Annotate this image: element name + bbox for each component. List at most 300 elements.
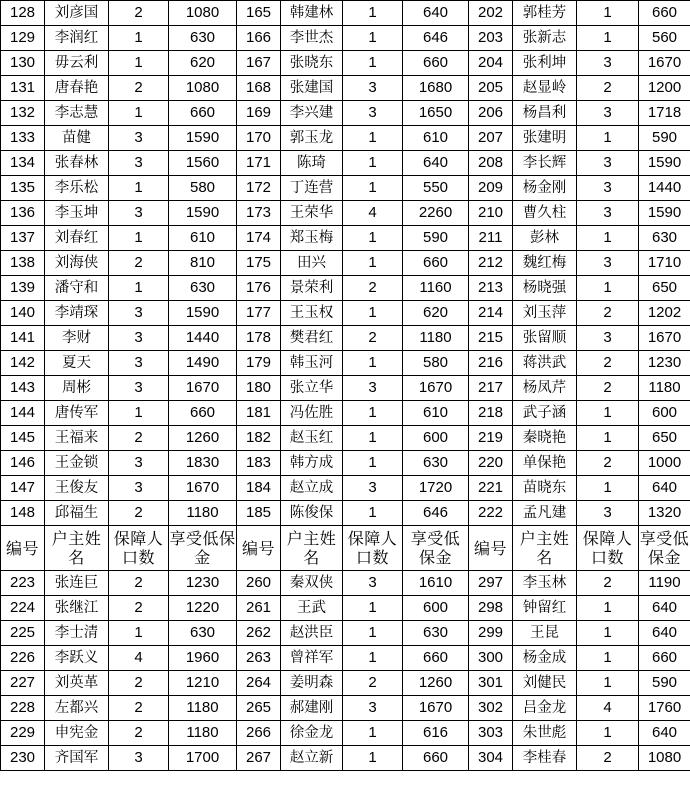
amount-cell: 1680 (403, 76, 469, 101)
table-row (1, 426, 690, 451)
amount-cell: 1230 (639, 351, 690, 376)
name-cell: 樊君红 (281, 326, 343, 351)
count-cell: 3 (577, 151, 639, 176)
id-cell: 211 (469, 226, 513, 251)
table-row (1, 646, 690, 671)
count-cell: 1 (343, 401, 403, 426)
id-cell: 166 (237, 26, 281, 51)
id-cell: 228 (1, 696, 45, 721)
count-cell: 1 (343, 351, 403, 376)
count-cell: 1 (109, 26, 169, 51)
id-cell: 300 (469, 646, 513, 671)
name-cell: 武子涵 (513, 401, 577, 426)
table-row (1, 201, 690, 226)
count-cell: 3 (343, 476, 403, 501)
name-cell: 钟留红 (513, 596, 577, 621)
count-cell: 1 (343, 301, 403, 326)
name-cell: 李志慧 (45, 101, 109, 126)
name-cell: 左都兴 (45, 696, 109, 721)
id-cell: 130 (1, 51, 45, 76)
name-cell: 李乐松 (45, 176, 109, 201)
amount-cell: 630 (639, 226, 690, 251)
amount-cell: 1180 (169, 721, 237, 746)
amount-cell: 1180 (639, 376, 690, 401)
id-cell: 171 (237, 151, 281, 176)
name-cell: 郭玉龙 (281, 126, 343, 151)
name-cell: 刘玉萍 (513, 301, 577, 326)
amount-cell: 1670 (639, 51, 690, 76)
amount-cell: 1230 (169, 571, 237, 596)
id-cell: 225 (1, 621, 45, 646)
table-row (1, 151, 690, 176)
name-cell: 唐传军 (45, 401, 109, 426)
name-cell: 王俊友 (45, 476, 109, 501)
id-cell: 265 (237, 696, 281, 721)
name-cell: 张连巨 (45, 571, 109, 596)
amount-cell: 1190 (639, 571, 690, 596)
column-header: 保障人口数 (343, 526, 403, 571)
id-cell: 213 (469, 276, 513, 301)
amount-cell: 1590 (639, 201, 690, 226)
name-cell: 吕金龙 (513, 696, 577, 721)
id-cell: 184 (237, 476, 281, 501)
count-cell: 3 (577, 501, 639, 526)
column-header: 享受低保金 (403, 526, 469, 571)
name-cell: 韩玉河 (281, 351, 343, 376)
id-cell: 217 (469, 376, 513, 401)
name-cell: 周彬 (45, 376, 109, 401)
column-header: 保障人口数 (577, 526, 639, 571)
id-cell: 181 (237, 401, 281, 426)
id-cell: 214 (469, 301, 513, 326)
id-cell: 170 (237, 126, 281, 151)
amount-cell: 650 (639, 426, 690, 451)
id-cell: 230 (1, 746, 45, 771)
amount-cell: 1220 (169, 596, 237, 621)
count-cell: 3 (109, 126, 169, 151)
id-cell: 174 (237, 226, 281, 251)
name-cell: 刘健民 (513, 671, 577, 696)
name-cell: 姜明森 (281, 671, 343, 696)
count-cell: 2 (577, 451, 639, 476)
name-cell: 邱福生 (45, 501, 109, 526)
id-cell: 223 (1, 571, 45, 596)
id-cell: 140 (1, 301, 45, 326)
id-cell: 302 (469, 696, 513, 721)
amount-cell: 600 (639, 401, 690, 426)
count-cell: 1 (343, 746, 403, 771)
name-cell: 丁连营 (281, 176, 343, 201)
id-cell: 226 (1, 646, 45, 671)
amount-cell: 660 (403, 251, 469, 276)
name-cell: 韩建林 (281, 1, 343, 26)
count-cell: 1 (343, 51, 403, 76)
name-cell: 刘海侠 (45, 251, 109, 276)
amount-cell: 616 (403, 721, 469, 746)
amount-cell: 1180 (403, 326, 469, 351)
amount-cell: 660 (403, 746, 469, 771)
id-cell: 207 (469, 126, 513, 151)
count-cell: 1 (577, 426, 639, 451)
name-cell: 赵玉红 (281, 426, 343, 451)
name-cell: 王玉权 (281, 301, 343, 326)
amount-cell: 1440 (169, 326, 237, 351)
count-cell: 3 (343, 101, 403, 126)
id-cell: 219 (469, 426, 513, 451)
amount-cell: 1760 (639, 696, 690, 721)
amount-cell: 660 (169, 401, 237, 426)
count-cell: 3 (577, 51, 639, 76)
count-cell: 2 (343, 326, 403, 351)
table-row (1, 126, 690, 151)
name-cell: 杨金刚 (513, 176, 577, 201)
id-cell: 298 (469, 596, 513, 621)
count-cell: 2 (109, 76, 169, 101)
amount-cell: 640 (639, 721, 690, 746)
table-row (1, 76, 690, 101)
table-row (1, 451, 690, 476)
id-cell: 141 (1, 326, 45, 351)
amount-cell: 1260 (403, 671, 469, 696)
id-cell: 218 (469, 401, 513, 426)
name-cell: 张春林 (45, 151, 109, 176)
count-cell: 3 (577, 201, 639, 226)
name-cell: 李兴建 (281, 101, 343, 126)
name-cell: 李靖琛 (45, 301, 109, 326)
amount-cell: 590 (403, 226, 469, 251)
name-cell: 夏天 (45, 351, 109, 376)
count-cell: 1 (343, 451, 403, 476)
name-cell: 张继江 (45, 596, 109, 621)
id-cell: 183 (237, 451, 281, 476)
amount-cell: 580 (403, 351, 469, 376)
id-cell: 229 (1, 721, 45, 746)
id-cell: 297 (469, 571, 513, 596)
name-cell: 王福来 (45, 426, 109, 451)
amount-cell: 1200 (639, 76, 690, 101)
name-cell: 唐春艳 (45, 76, 109, 101)
amount-cell: 630 (169, 26, 237, 51)
amount-cell: 640 (639, 596, 690, 621)
id-cell: 205 (469, 76, 513, 101)
name-cell: 张晓东 (281, 51, 343, 76)
id-cell: 129 (1, 26, 45, 51)
amount-cell: 560 (639, 26, 690, 51)
count-cell: 1 (577, 596, 639, 621)
count-cell: 4 (343, 201, 403, 226)
amount-cell: 1440 (639, 176, 690, 201)
amount-cell: 620 (403, 301, 469, 326)
name-cell: 刘彦国 (45, 1, 109, 26)
count-cell: 1 (109, 51, 169, 76)
id-cell: 175 (237, 251, 281, 276)
count-cell: 2 (577, 376, 639, 401)
count-cell: 1 (577, 621, 639, 646)
id-cell: 177 (237, 301, 281, 326)
amount-cell: 1670 (169, 476, 237, 501)
id-cell: 169 (237, 101, 281, 126)
id-cell: 168 (237, 76, 281, 101)
id-cell: 204 (469, 51, 513, 76)
id-cell: 215 (469, 326, 513, 351)
name-cell: 孟凡建 (513, 501, 577, 526)
id-cell: 260 (237, 571, 281, 596)
table-row (1, 326, 690, 351)
amount-cell: 1080 (169, 1, 237, 26)
count-cell: 2 (109, 501, 169, 526)
count-cell: 1 (577, 671, 639, 696)
count-cell: 1 (343, 621, 403, 646)
name-cell: 王荣华 (281, 201, 343, 226)
count-cell: 1 (109, 176, 169, 201)
count-cell: 3 (577, 326, 639, 351)
id-cell: 267 (237, 746, 281, 771)
amount-cell: 810 (169, 251, 237, 276)
amount-cell: 590 (639, 126, 690, 151)
count-cell: 2 (343, 276, 403, 301)
amount-cell: 1560 (169, 151, 237, 176)
amount-cell: 580 (169, 176, 237, 201)
id-cell: 182 (237, 426, 281, 451)
amount-cell: 590 (639, 671, 690, 696)
id-cell: 144 (1, 401, 45, 426)
count-cell: 2 (343, 671, 403, 696)
id-cell: 266 (237, 721, 281, 746)
name-cell: 张新志 (513, 26, 577, 51)
id-cell: 227 (1, 671, 45, 696)
name-cell: 赵立成 (281, 476, 343, 501)
name-cell: 张留顺 (513, 326, 577, 351)
count-cell: 1 (577, 476, 639, 501)
name-cell: 郭桂芳 (513, 1, 577, 26)
amount-cell: 1490 (169, 351, 237, 376)
count-cell: 1 (343, 176, 403, 201)
amount-cell: 1590 (639, 151, 690, 176)
count-cell: 2 (109, 721, 169, 746)
name-cell: 张建国 (281, 76, 343, 101)
name-cell: 李士清 (45, 621, 109, 646)
id-cell: 210 (469, 201, 513, 226)
count-cell: 2 (109, 1, 169, 26)
column-header: 保障人口数 (109, 526, 169, 571)
amount-cell: 1670 (169, 376, 237, 401)
column-header: 享受低保金 (639, 526, 690, 571)
count-cell: 1 (343, 26, 403, 51)
name-cell: 毋云利 (45, 51, 109, 76)
name-cell: 郝建刚 (281, 696, 343, 721)
id-cell: 132 (1, 101, 45, 126)
name-cell: 杨凤芹 (513, 376, 577, 401)
amount-cell: 1590 (169, 301, 237, 326)
table-row (1, 696, 690, 721)
table-row (1, 226, 690, 251)
id-cell: 212 (469, 251, 513, 276)
count-cell: 2 (577, 746, 639, 771)
id-cell: 142 (1, 351, 45, 376)
count-cell: 1 (343, 596, 403, 621)
id-cell: 176 (237, 276, 281, 301)
amount-cell: 630 (169, 621, 237, 646)
id-cell: 146 (1, 451, 45, 476)
header-section (1, 526, 690, 571)
name-cell: 张建明 (513, 126, 577, 151)
amount-cell: 1670 (639, 326, 690, 351)
count-cell: 1 (577, 1, 639, 26)
amount-cell: 630 (169, 276, 237, 301)
count-cell: 3 (577, 176, 639, 201)
count-cell: 1 (343, 126, 403, 151)
name-cell: 刘春红 (45, 226, 109, 251)
amount-cell: 550 (403, 176, 469, 201)
count-cell: 2 (109, 596, 169, 621)
id-cell: 208 (469, 151, 513, 176)
count-cell: 1 (577, 26, 639, 51)
name-cell: 申宪金 (45, 721, 109, 746)
count-cell: 1 (343, 426, 403, 451)
id-cell: 209 (469, 176, 513, 201)
count-cell: 1 (109, 401, 169, 426)
name-cell: 朱世彪 (513, 721, 577, 746)
amount-cell: 1590 (169, 201, 237, 226)
count-cell: 2 (577, 76, 639, 101)
amount-cell: 610 (169, 226, 237, 251)
id-cell: 303 (469, 721, 513, 746)
count-cell: 1 (109, 101, 169, 126)
amount-cell: 1160 (403, 276, 469, 301)
count-cell: 2 (109, 671, 169, 696)
count-cell: 1 (343, 501, 403, 526)
table-row (1, 51, 690, 76)
id-cell: 220 (469, 451, 513, 476)
count-cell: 1 (577, 226, 639, 251)
name-cell: 苗晓东 (513, 476, 577, 501)
count-cell: 4 (577, 696, 639, 721)
amount-cell: 1180 (169, 501, 237, 526)
table-row (1, 276, 690, 301)
name-cell: 张立华 (281, 376, 343, 401)
count-cell: 2 (109, 426, 169, 451)
name-cell: 曹久柱 (513, 201, 577, 226)
table-row (1, 721, 690, 746)
name-cell: 李长辉 (513, 151, 577, 176)
count-cell: 1 (577, 721, 639, 746)
column-header: 户主姓名 (45, 526, 109, 571)
count-cell: 1 (343, 646, 403, 671)
name-cell: 潘守和 (45, 276, 109, 301)
name-cell: 王昆 (513, 621, 577, 646)
count-cell: 3 (109, 476, 169, 501)
id-cell: 147 (1, 476, 45, 501)
name-cell: 郑玉梅 (281, 226, 343, 251)
count-cell: 1 (109, 276, 169, 301)
amount-cell: 1720 (403, 476, 469, 501)
name-cell: 李润红 (45, 26, 109, 51)
amount-cell: 646 (403, 501, 469, 526)
id-cell: 202 (469, 1, 513, 26)
column-header: 户主姓名 (513, 526, 577, 571)
table-row (1, 351, 690, 376)
id-cell: 261 (237, 596, 281, 621)
id-cell: 128 (1, 1, 45, 26)
name-cell: 徐金龙 (281, 721, 343, 746)
amount-cell: 640 (639, 476, 690, 501)
table-row (1, 301, 690, 326)
name-cell: 曾祥军 (281, 646, 343, 671)
amount-cell: 1670 (403, 376, 469, 401)
id-cell: 173 (237, 201, 281, 226)
table-row (1, 401, 690, 426)
name-cell: 赵显岭 (513, 76, 577, 101)
amount-cell: 610 (403, 126, 469, 151)
id-cell: 165 (237, 1, 281, 26)
count-cell: 3 (343, 571, 403, 596)
name-cell: 田兴 (281, 251, 343, 276)
count-cell: 3 (109, 351, 169, 376)
amount-cell: 1000 (639, 451, 690, 476)
id-cell: 131 (1, 76, 45, 101)
count-cell: 1 (577, 646, 639, 671)
amount-cell: 1080 (639, 746, 690, 771)
amount-cell: 1670 (403, 696, 469, 721)
name-cell: 李玉坤 (45, 201, 109, 226)
name-cell: 韩方成 (281, 451, 343, 476)
name-cell: 单保艳 (513, 451, 577, 476)
name-cell: 齐国军 (45, 746, 109, 771)
amount-cell: 1202 (639, 301, 690, 326)
amount-cell: 1960 (169, 646, 237, 671)
amount-cell: 1080 (169, 76, 237, 101)
name-cell: 李财 (45, 326, 109, 351)
id-cell: 135 (1, 176, 45, 201)
name-cell: 杨昌利 (513, 101, 577, 126)
id-cell: 264 (237, 671, 281, 696)
count-cell: 2 (577, 301, 639, 326)
count-cell: 2 (577, 571, 639, 596)
id-cell: 133 (1, 126, 45, 151)
id-cell: 145 (1, 426, 45, 451)
count-cell: 2 (109, 251, 169, 276)
name-cell: 冯佐胜 (281, 401, 343, 426)
id-cell: 172 (237, 176, 281, 201)
amount-cell: 1210 (169, 671, 237, 696)
id-cell: 203 (469, 26, 513, 51)
amount-cell: 640 (403, 1, 469, 26)
name-cell: 秦双侠 (281, 571, 343, 596)
table-row (1, 176, 690, 201)
table-row (1, 501, 690, 526)
count-cell: 2 (109, 696, 169, 721)
count-cell: 3 (109, 301, 169, 326)
amount-cell: 1260 (169, 426, 237, 451)
count-cell: 3 (577, 251, 639, 276)
id-cell: 263 (237, 646, 281, 671)
name-cell: 杨金成 (513, 646, 577, 671)
name-cell: 张利坤 (513, 51, 577, 76)
bottom-section (1, 571, 690, 771)
count-cell: 1 (343, 226, 403, 251)
id-cell: 148 (1, 501, 45, 526)
count-cell: 3 (343, 76, 403, 101)
count-cell: 3 (109, 326, 169, 351)
table-row (1, 671, 690, 696)
count-cell: 3 (343, 696, 403, 721)
amount-cell: 1650 (403, 101, 469, 126)
id-cell: 137 (1, 226, 45, 251)
count-cell: 1 (577, 276, 639, 301)
amount-cell: 1710 (639, 251, 690, 276)
id-cell: 180 (237, 376, 281, 401)
id-cell: 143 (1, 376, 45, 401)
